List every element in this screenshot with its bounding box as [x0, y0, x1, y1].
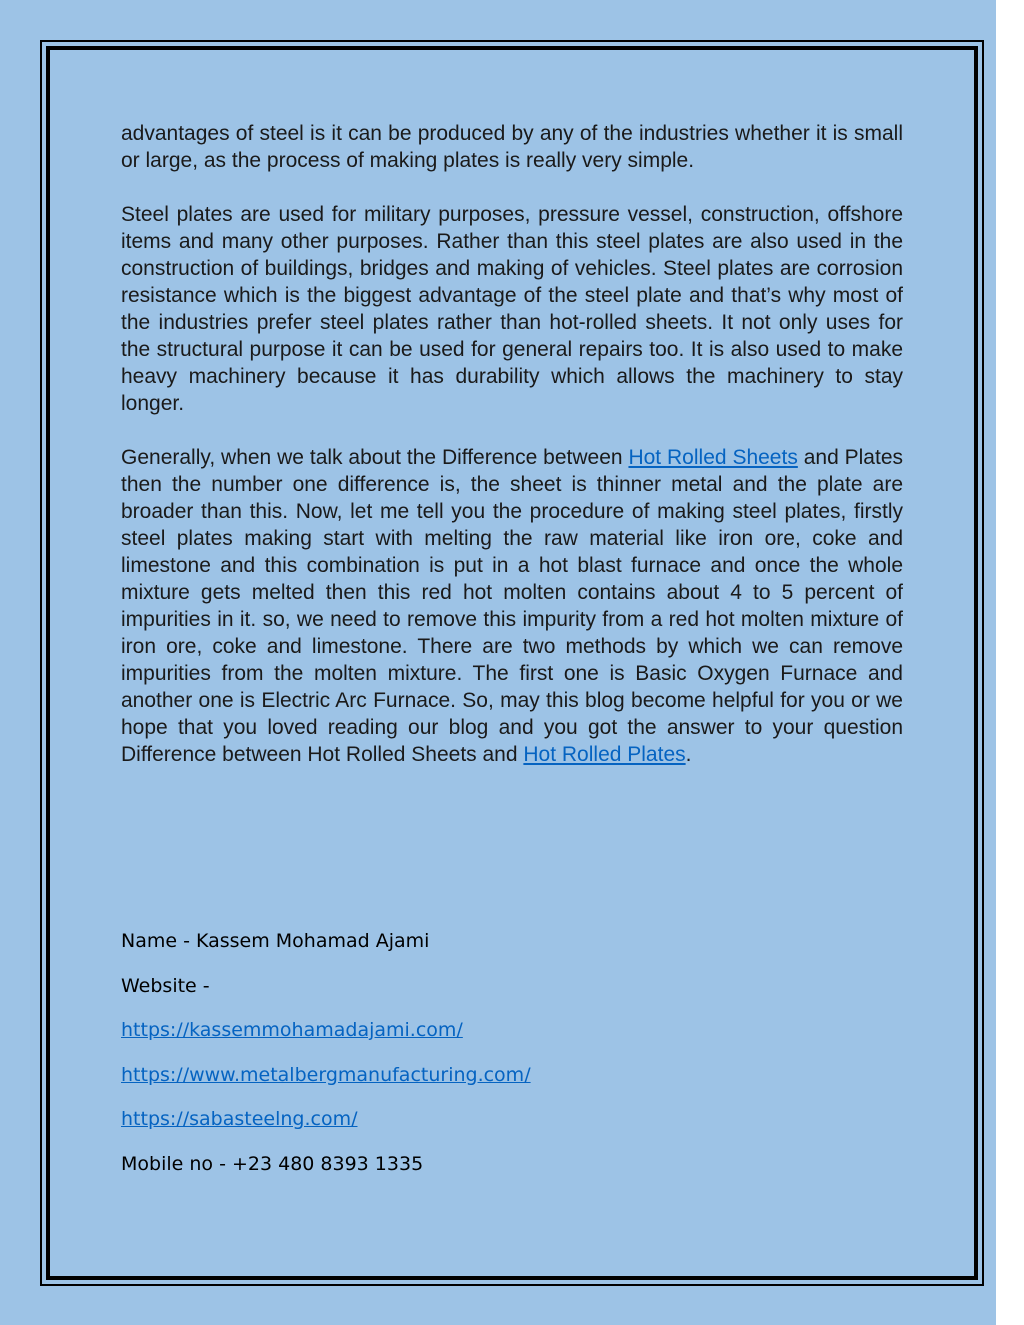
hot-rolled-sheets-link[interactable]: Hot Rolled Sheets	[628, 446, 798, 469]
website-link-kassemmohamadajami[interactable]: https://kassemmohamadajami.com/	[121, 1019, 463, 1041]
hot-rolled-plates-link[interactable]: Hot Rolled Plates	[523, 743, 686, 766]
website-link-metalbergmanufacturing[interactable]: https://www.metalbergmanufacturing.com/	[121, 1063, 531, 1086]
mobile-number: Mobile no - +23 480 8393 1335	[121, 1152, 424, 1175]
paragraph-3-intro: Generally, when we talk about the Difference between	[121, 446, 629, 469]
paragraph-3-body: and Plates then the number one difference is, the sheet is thinner metal and the plate are broader than this. Now, let me tell you the procedure of making steel plates, firstly steel plates making start with melting the raw material like iron ore, coke and limestone and this combination is put in a hot blast furnace and once the whole mixture gets melted then this red hot molten contains about 4 to 5 percent of impurities in it. so, we need to remove this impurity from a red hot molten mixture of iron ore, coke and limestone. There are two methods by which we can remove impurities from the molten mixture. The first one is Basic Oxygen Furnace and another one is Electric Arc Furnace. So, may this blog become helpful for you or we hope that you loved reading our blog and you got the answer to your question Difference between Hot Rolled Sheets and	[121, 446, 904, 766]
website-label: Website -	[121, 974, 210, 997]
paragraph-1: advantages of steel is it can be produced by any of the industries whether it is small or large, as the process of making plates is really very simple.	[121, 122, 903, 172]
contact-block	[121, 927, 903, 1194]
article-body	[121, 120, 903, 795]
author-name: Name - Kassem Mohamad Ajami	[121, 930, 430, 952]
paragraph-3-end: .	[685, 743, 692, 766]
website-link-sabasteelng[interactable]: https://sabasteelng.com/	[121, 1108, 358, 1130]
paragraph-3	[121, 444, 903, 768]
paragraph-2: Steel plates are used for military purposes, pressure vessel, construction, offshore items and many other purposes. Rather than this steel plates are also used in the construction of buildings, bridges and making of vehicles. Steel plates are corrosion resistance which is the biggest advantage of the steel plate and that’s why most of the industries prefer steel plates rather than hot-rolled sheets. It not only uses for the structural purpose it can be used for general repairs too. It is also used to make heavy machinery because it has durability which allows the machinery to stay longer.	[121, 203, 903, 415]
